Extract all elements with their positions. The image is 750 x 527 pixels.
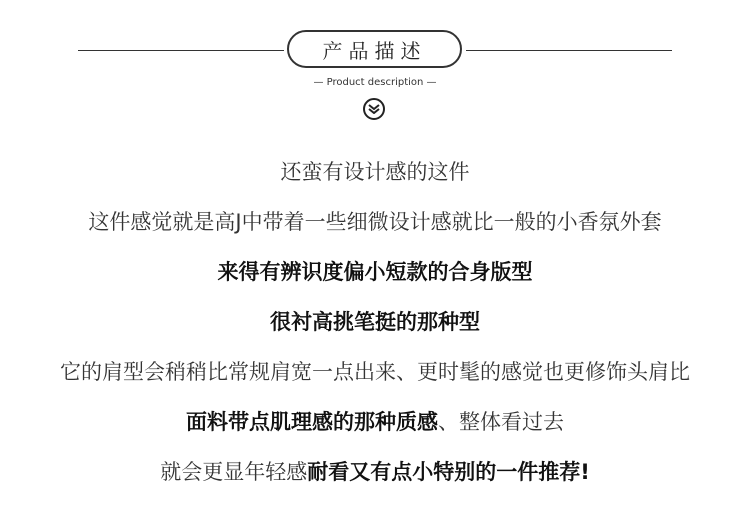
section-title: 产品描述 <box>287 30 462 68</box>
description-line-7-normal: 就会更显年轻感 <box>160 460 308 484</box>
description-line-3: 来得有辨识度偏小短款的合身版型 <box>217 260 533 284</box>
description-line-6 <box>0 406 750 436</box>
section-subtitle: — Product description — <box>313 77 437 88</box>
description-line-7 <box>0 456 750 486</box>
description-line-7-bold: 耐看又有点小特别的一件推荐! <box>307 460 590 484</box>
description-line-5: 它的肩型会稍稍比常规肩宽一点出来、更时髦的感觉也更修饰头肩比 <box>60 360 690 384</box>
section-header <box>0 28 750 78</box>
chevron-down-circle-icon <box>363 98 385 120</box>
description-line-6-bold: 面料带点肌理感的那种质感 <box>186 410 438 434</box>
description-line-1: 还蛮有设计感的这件 <box>280 160 470 184</box>
description-line-2: 这件感觉就是高J中带着一些细微设计感就比一般的小香氛外套 <box>88 210 662 234</box>
header-right-rule <box>466 50 672 51</box>
description-line-4: 很衬高挑笔挺的那种型 <box>270 310 480 334</box>
header-left-rule <box>78 50 284 51</box>
description-line-6-normal: 、整体看过去 <box>438 410 564 434</box>
